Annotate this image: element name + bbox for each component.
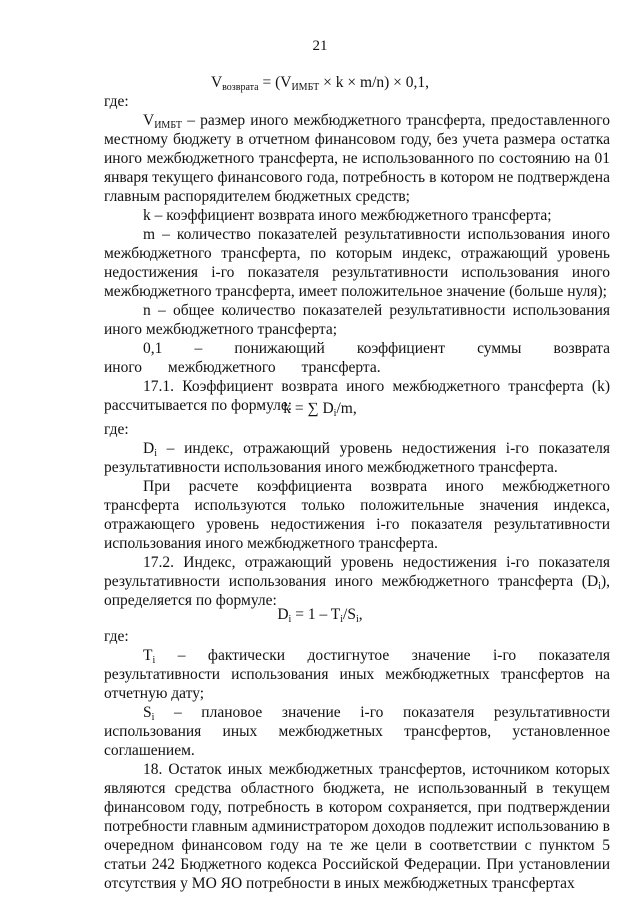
def-v-text: – размер иного межбюджетного трансферта, предоставленного местному бюджету в отчетном финансовом году, без учета размера остатка иного межбюджетного трансферта, не использованного по состоянию на 01 января текущего финансового года, потребность в котором не подтверждена главным распорядителем бюджетных средств; — [104, 112, 610, 205]
formula-di — [0, 606, 640, 624]
formula-s-subscript: i — [355, 614, 359, 625]
formula-return-amount — [0, 74, 640, 92]
definition-di — [104, 439, 610, 477]
paragraph-calculation: При расчете коэффициента возврата иного межбюджетного трансферта используются только положительные значения индекса, отражающего уровень недостижения i-го показателя результативности использования иного межбюджетного трансферта. — [104, 478, 610, 552]
def-ti-subscript: i — [152, 655, 156, 666]
where-label-3: где: — [104, 628, 129, 645]
formula-k-subscript: i — [333, 408, 337, 419]
paragraph-18: 18. Остаток иных межбюджетных трансфертов, источником которых являются средства областного бюджета, не использованный в текущем финансовом году, потребность в котором сохраняется, при подтверждении потребности главным администратором доходов подлежит использованию в очередном финансовом году на те же цели в соответствии с пунктом 5 статьи 242 Бюджетного кодекса Российской Федерации. При установлении отсутствия у МО ЯО потребности в иных межбюджетных трансфертах — [104, 761, 610, 892]
definition-v-imbt — [104, 111, 610, 206]
definition-si — [104, 703, 610, 760]
def-ti-text: – фактически достигнутое значение i-го показателя результативности использования иных межбюджетных трансфертов на отчетную дату; — [104, 647, 610, 702]
definitions-block-3 — [104, 627, 610, 893]
definition-coefficient-01: 0,1 – понижающий коэффициент суммы возврата иного межбюджетного трансферта. — [104, 340, 610, 376]
p17-2-text: 17.2. Индекс, отражающий уровень недостижения i-го показателя результативности использования иного межбюджетного трансферта (D — [104, 554, 610, 590]
where-label-2: где: — [104, 421, 129, 438]
where-label: где: — [104, 93, 129, 110]
def-di-symbol: D — [143, 440, 155, 457]
def-si-text: – плановое значение i-го показателя результативности использования иных межбюджетных трансфертов, установленное соглашением. — [104, 704, 610, 759]
def-di-subscript: i — [154, 448, 157, 459]
definitions-block-1 — [104, 92, 610, 415]
def-si-symbol: S — [143, 704, 152, 721]
def-v-symbol: V — [143, 112, 155, 129]
formula-end: , — [358, 606, 363, 623]
definition-k: k – коэффициент возврата иного межбюджетного трансферта; — [143, 207, 552, 224]
formula-rest: × k × m/n) × 0,1, — [319, 74, 430, 91]
def-di-text: – индекс, отражающий уровень недостижения i-го показателя результативности использования иного межбюджетного трансферта. — [104, 440, 610, 476]
paragraph-17-2 — [104, 553, 610, 610]
formula-slash: /S — [343, 606, 356, 623]
formula-t-subscript: i — [340, 614, 344, 625]
definitions-block-2 — [104, 420, 610, 610]
definition-m: m – количество показателей результативности использования иного межбюджетного трансферта, по которым индекс, отражающий уровень недостижения i-го показателя результативности использования иного межбюджетного трансферта, имеет положительное значение (больше нуля); — [104, 226, 610, 300]
formula-mid: = (V — [258, 74, 292, 91]
p17-2-subscript: i — [598, 581, 601, 592]
definition-n: n – общее количество показателей результативности использования иного межбюджетного трансферта; — [104, 302, 610, 338]
def-v-subscript: ИМБТ — [154, 120, 183, 131]
formula-v: V — [210, 74, 223, 91]
formula-k — [0, 400, 640, 418]
formula-v-subscript: возврата — [222, 82, 259, 93]
formula-mid-3: = 1 – T — [291, 606, 341, 623]
def-si-subscript: i — [151, 712, 155, 723]
formula-imbt-subscript: ИМБТ — [291, 82, 320, 93]
def-ti-symbol: T — [143, 647, 153, 664]
definition-ti — [104, 646, 610, 703]
p17-2-tail: ), определяется по формуле: — [104, 573, 610, 609]
formula-k-post: /m, — [336, 400, 357, 417]
paragraph-17-1: 17.1. Коэффициент возврата иного межбюджетного трансферта (k) рассчитывается по формуле: — [104, 378, 610, 414]
formula-k-pre: k = ∑ D — [283, 400, 334, 417]
page-number: 21 — [312, 38, 328, 54]
formula-d: D — [277, 606, 289, 623]
formula-d-subscript: i — [288, 614, 292, 625]
